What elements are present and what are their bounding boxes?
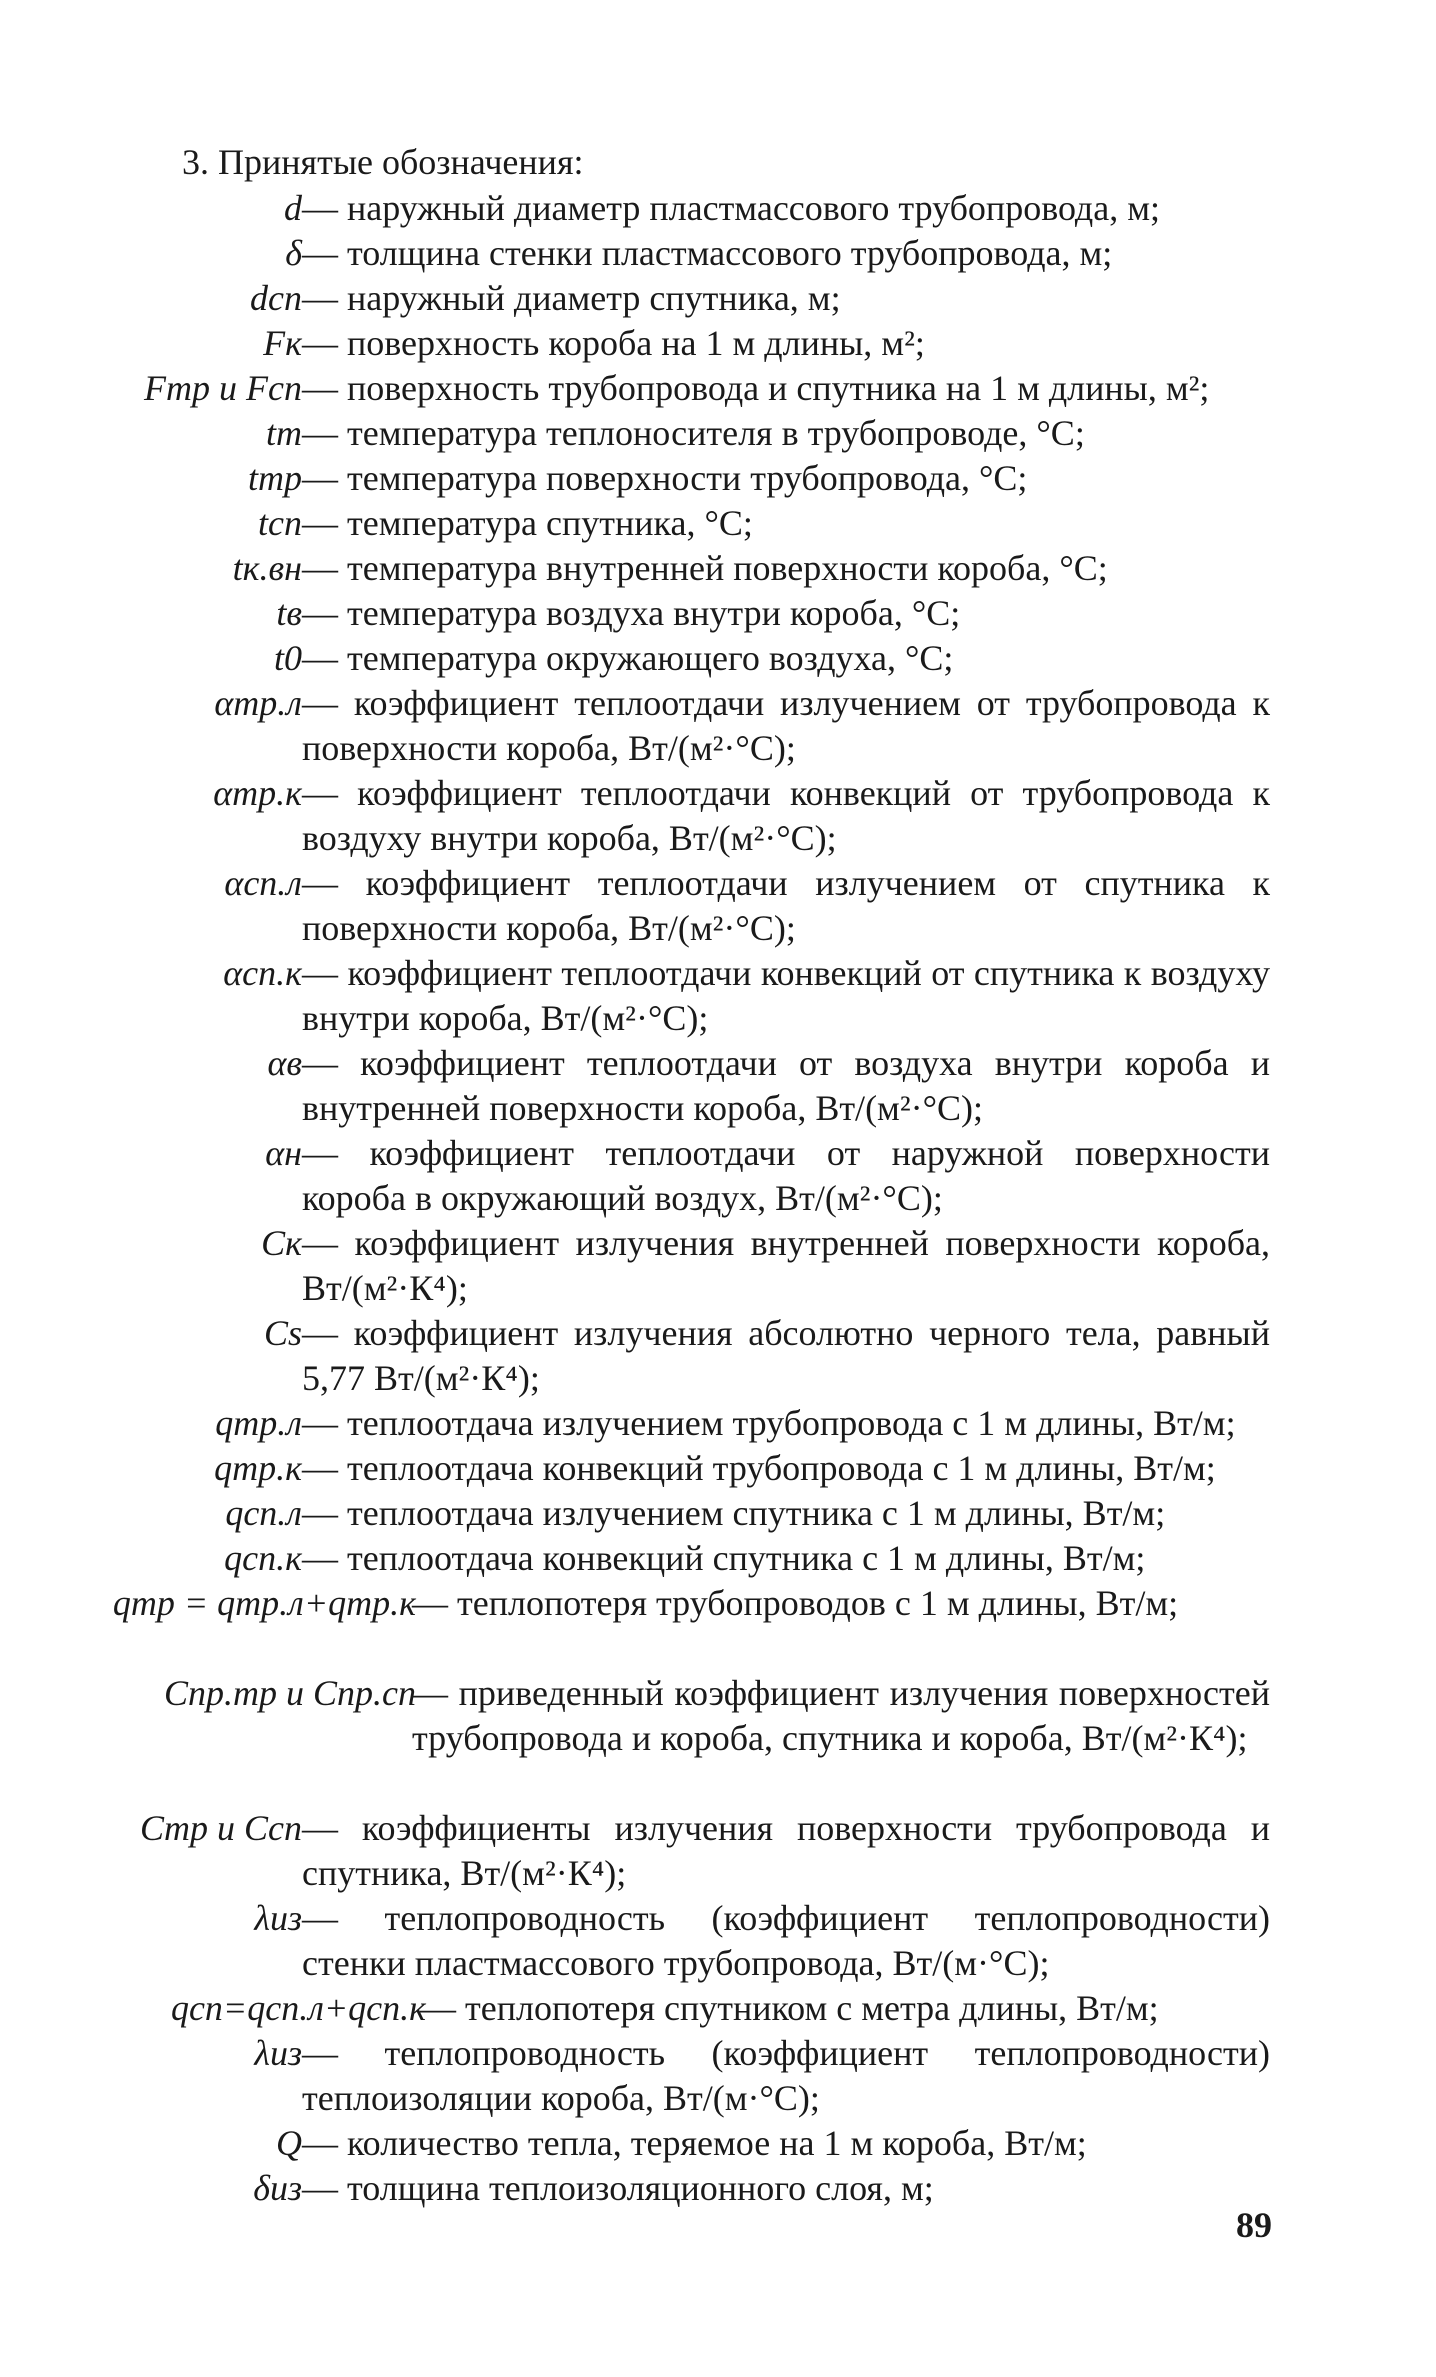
section-heading: 3. Принятые обозначения: <box>182 142 584 182</box>
notation-definition: — температура воздуха внутри короба, °С; <box>302 593 961 633</box>
notation-definition: — коэффициенты излучения поверхности трубопровода и спутника, Вт/(м²·К⁴); <box>302 1808 1270 1893</box>
notation-symbol: Fтр и Fсп <box>144 368 302 408</box>
notation-symbol: tт <box>266 413 302 453</box>
notation-symbol: Cпр.тр и Cпр.сп <box>164 1673 416 1713</box>
notation-definition: — коэффициент излучения абсолютно черного тела, равный 5,77 Вт/(м²·К⁴); <box>302 1313 1270 1398</box>
notation-symbol: Fк <box>263 323 302 363</box>
notation-definition: — теплоотдача конвекций спутника с 1 м длины, Вт/м; <box>302 1538 1146 1578</box>
notation-definition: — температура поверхности трубопровода, °С; <box>302 458 1028 498</box>
notation-definition: — коэффициент теплоотдачи от воздуха внутри короба и внутренней поверхности короба, Вт/(м²·°С); <box>302 1043 1270 1128</box>
notation-symbol: αв <box>267 1043 302 1083</box>
notation-definition: — толщина стенки пластмассового трубопровода, м; <box>302 233 1113 273</box>
notation-symbol: δиз <box>253 2168 302 2208</box>
notation-definition: — коэффициент излучения внутренней поверхности короба, Вт/(м²·К⁴); <box>302 1223 1270 1308</box>
notation-symbol: qтр.к <box>214 1448 302 1488</box>
notation-symbol: dсп <box>250 278 302 318</box>
notation-symbol: Cs <box>263 1313 302 1353</box>
notation-symbol: Cк <box>261 1223 302 1263</box>
notation-definition: — поверхность трубопровода и спутника на 1 м длины, м²; <box>302 368 1210 408</box>
notation-definition: — температура внутренней поверхности короба, °С; <box>302 548 1108 588</box>
notation-definition: — теплопроводность (коэффициент теплопроводности) стенки пластмассового трубопровода, Вт/(м·°С); <box>302 1898 1270 1983</box>
notation-symbol: λиз <box>254 1898 302 1938</box>
notation-symbol: qсп.л <box>225 1493 302 1533</box>
notation-symbol: αтр.к <box>213 773 302 813</box>
notation-definition: — коэффициент теплоотдачи конвекций от спутника к воздуху внутри короба, Вт/(м²·°С); <box>302 953 1270 1038</box>
notation-definition: — температура окружающего воздуха, °С; <box>302 638 954 678</box>
notation-symbol: t0 <box>273 638 302 678</box>
notation-definition: — коэффициент теплоотдачи излучением от трубопровода к поверхности короба, Вт/(м²·°С); <box>302 683 1270 768</box>
notation-definition: — наружный диаметр пластмассового трубопровода, м; <box>302 188 1160 228</box>
notation-symbol: αн <box>265 1133 302 1173</box>
notation-definition: — теплоотдача излучением спутника с 1 м длины, Вт/м; <box>302 1493 1166 1533</box>
notation-definition: — теплопроводность (коэффициент теплопроводности) теплоизоляции короба, Вт/(м·°С); <box>302 2033 1270 2118</box>
notation-definition: — температура теплоносителя в трубопроводе, °С; <box>302 413 1085 453</box>
notation-definition: — теплопотеря трубопроводов с 1 м длины, Вт/м; <box>412 1583 1179 1623</box>
notation-definition: — коэффициент теплоотдачи от наружной поверхности короба в окружающий воздух, Вт/(м²·°С); <box>302 1133 1270 1218</box>
notation-definition: — толщина теплоизоляционного слоя, м; <box>302 2168 934 2208</box>
notation-symbol: tв <box>276 593 302 633</box>
notation-symbol: αсп.к <box>223 953 302 993</box>
notation-symbol: Q <box>276 2123 302 2163</box>
notation-symbol: qтр.л <box>215 1403 302 1443</box>
notation-definition: — коэффициент теплоотдачи конвекций от трубопровода к воздуху внутри короба, Вт/(м²·°С); <box>302 773 1270 858</box>
notation-definition: — теплоотдача излучением трубопровода с 1 м длины, Вт/м; <box>302 1403 1236 1443</box>
notation-symbol: d <box>284 188 302 228</box>
page-number: 89 <box>1236 2205 1272 2245</box>
notation-symbol: αтр.л <box>214 683 302 723</box>
notation-symbol: λиз <box>254 2033 302 2073</box>
notation-definition: — теплопотеря спутником с метра длины, Вт/м; <box>420 1988 1159 2028</box>
notation-definition: — приведенный коэффициент излучения поверхностей трубопровода и короба, спутника и короба, Вт/(м²·К⁴); <box>412 1673 1270 1758</box>
notation-definition: — температура спутника, °С; <box>302 503 753 543</box>
notation-symbol: tтр <box>248 458 302 498</box>
notation-symbol: qсп.к <box>224 1538 302 1578</box>
notation-symbol: Cтр и Cсп <box>140 1808 302 1848</box>
notation-symbol: tк.вн <box>232 548 302 588</box>
notation-definition: — поверхность короба на 1 м длины, м²; <box>302 323 925 363</box>
notation-definition: — наружный диаметр спутника, м; <box>302 278 841 318</box>
notation-definition: — теплоотдача конвекций трубопровода с 1 м длины, Вт/м; <box>302 1448 1216 1488</box>
notation-definition: — коэффициент теплоотдачи излучением от спутника к поверхности короба, Вт/(м²·°С); <box>302 863 1270 948</box>
notation-definition: — количество тепла, теряемое на 1 м короба, Вт/м; <box>302 2123 1087 2163</box>
notation-symbol: αсп.л <box>224 863 302 903</box>
notation-symbol: tсп <box>258 503 302 543</box>
notation-symbol: qтр = qтр.л+qтр.к <box>112 1583 416 1623</box>
notation-symbol: qсп=qсп.л+qсп.к <box>170 1988 426 2028</box>
notation-symbol: δ <box>285 233 302 273</box>
